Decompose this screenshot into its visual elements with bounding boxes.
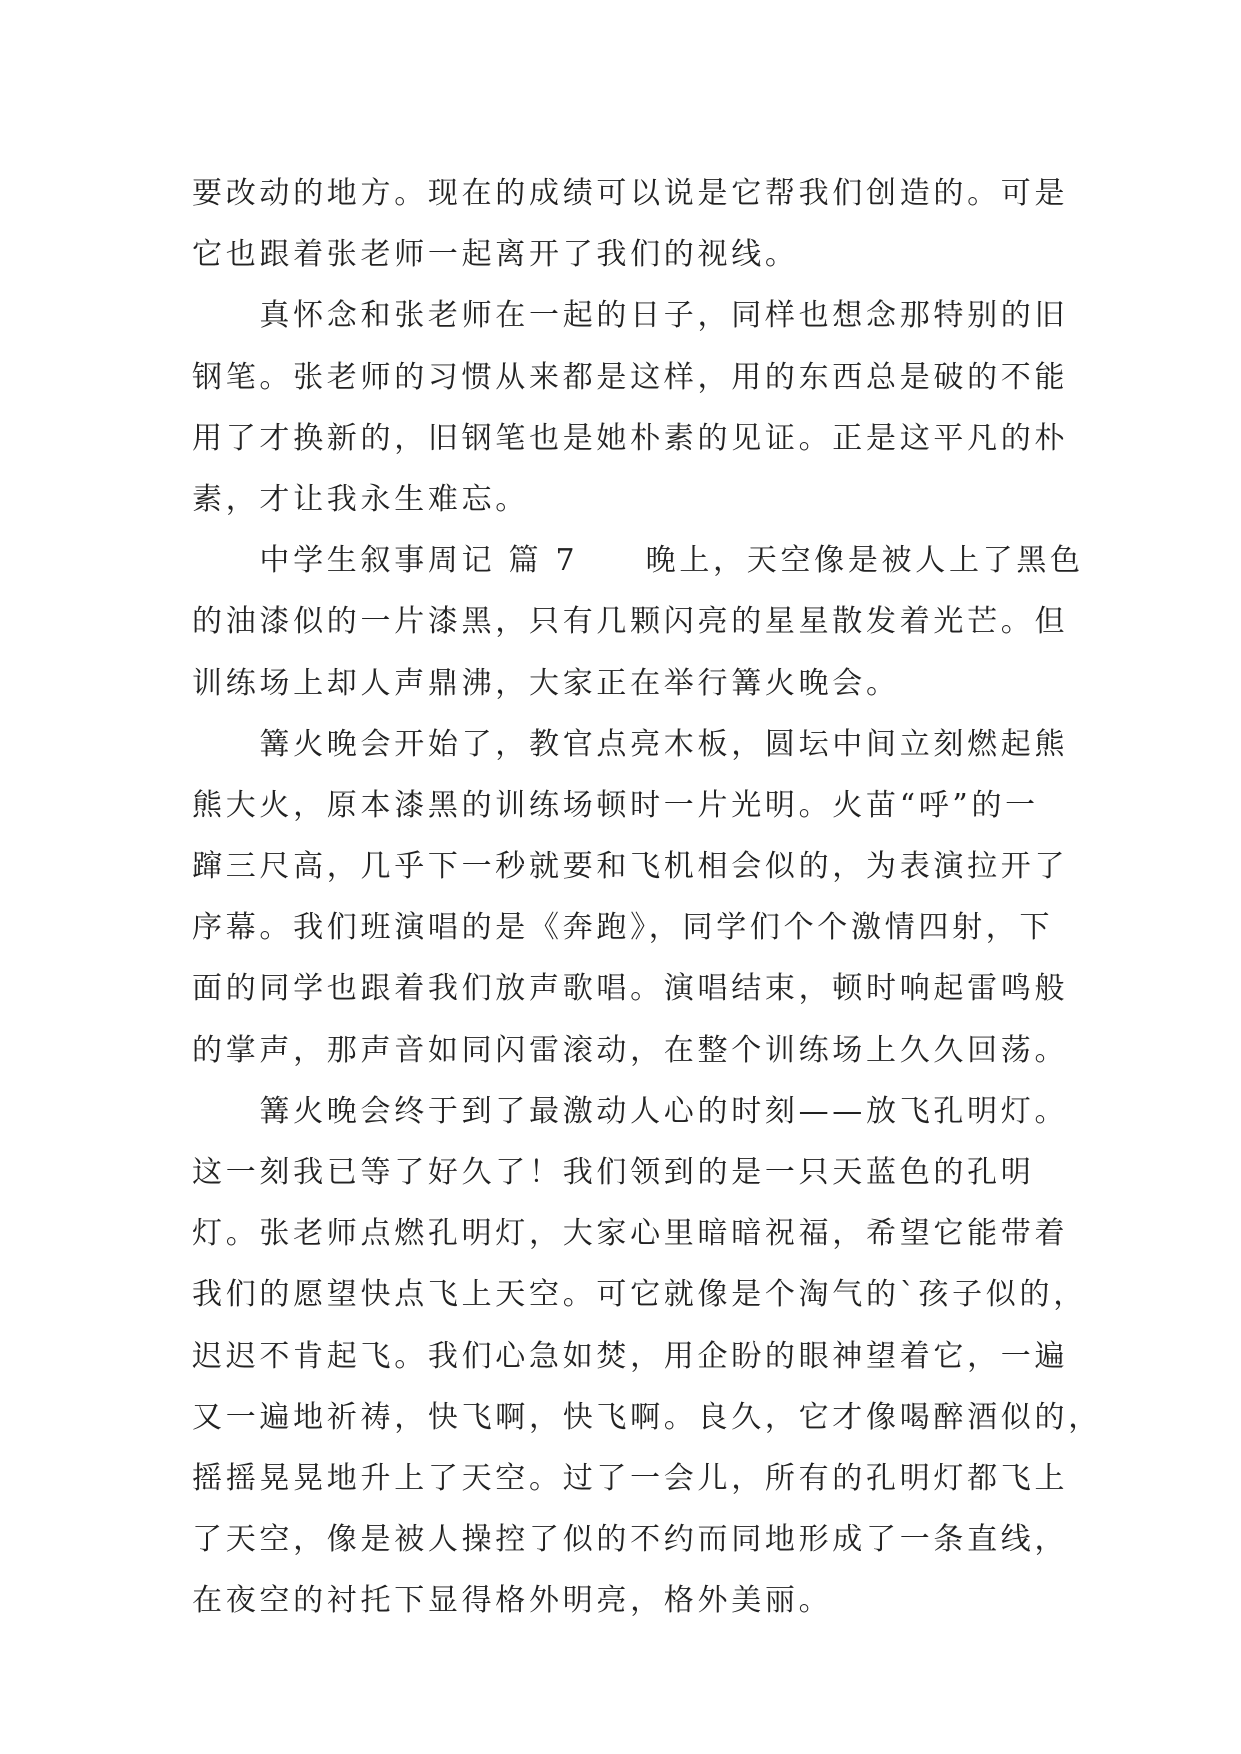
text-line: 真怀念和张老师在一起的日子，同样也想念那特别的旧 [192, 298, 1069, 334]
text-line: 这一刻我已等了好久了！我们领到的是一只天蓝色的孔明 [192, 1155, 1035, 1190]
text-line: 面的同学也跟着我们放声歌唱。演唱结束，顿时响起雷鸣般 [192, 971, 1069, 1007]
text-line: 蹿三尺高，几乎下一秒就要和飞机相会似的，为表演拉开了 [192, 849, 1069, 885]
body-text [192, 163, 1102, 1632]
text-line: 中学生叙事周记 篇 7 晚上，天空像是被人上了黑色 [192, 543, 1084, 579]
text-line: 了天空，像是被人操控了似的不约而同地形成了一条直线， [192, 1522, 1069, 1558]
text-line: 要改动的地方。现在的成绩可以说是它帮我们创造的。可是 [192, 176, 1069, 211]
text-line: 训练场上却人声鼎沸，大家正在举行篝火晚会。 [192, 665, 900, 701]
text-line: 它也跟着张老师一起离开了我们的视线。 [192, 237, 799, 273]
text-line: 在夜空的衬托下显得格外明亮，格外美丽。 [192, 1583, 833, 1619]
text-line: 钢笔。张老师的习惯从来都是这样，用的东西总是破的不能 [192, 359, 1069, 395]
text-line: 用了才换新的，旧钢笔也是她朴素的见证。正是这平凡的朴 [192, 420, 1069, 456]
text-line: 的油漆似的一片漆黑，只有几颗闪亮的星星散发着光芒。但 [192, 604, 1069, 640]
text-line: 迟迟不肯起飞。我们心急如焚，用企盼的眼神望着它，一遍 [192, 1338, 1069, 1374]
text-line: 序幕。我们班演唱的是《奔跑》，同学们个个激情四射，下 [192, 910, 1054, 946]
text-line: 灯。张老师点燃孔明灯，大家心里暗暗祝福，希望它能带着 [192, 1216, 1069, 1252]
text-line: 熊大火，原本漆黑的训练场顿时一片光明。火苗“呼”的一 [192, 787, 1039, 823]
text-line: 的掌声，那声音如同闪雷滚动，在整个训练场上久久回荡。 [192, 1032, 1069, 1068]
text-line: 摇摇晃晃地升上了天空。过了一会儿，所有的孔明灯都飞上 [192, 1460, 1069, 1496]
text-line: 我们的愿望快点飞上天空。可它就像是个淘气的`孩子似的， [192, 1277, 1087, 1313]
text-line: 篝火晚会开始了，教官点亮木板，圆坛中间立刻燃起熊 [192, 726, 1069, 762]
text-line: 又一遍地祈祷，快飞啊，快飞啊。良久，它才像喝醉酒似的， [192, 1399, 1102, 1435]
text-line: 素，才让我永生难忘。 [192, 481, 529, 517]
text-line: 篝火晚会终于到了最激动人心的时刻——放飞孔明灯。 [192, 1093, 1069, 1129]
